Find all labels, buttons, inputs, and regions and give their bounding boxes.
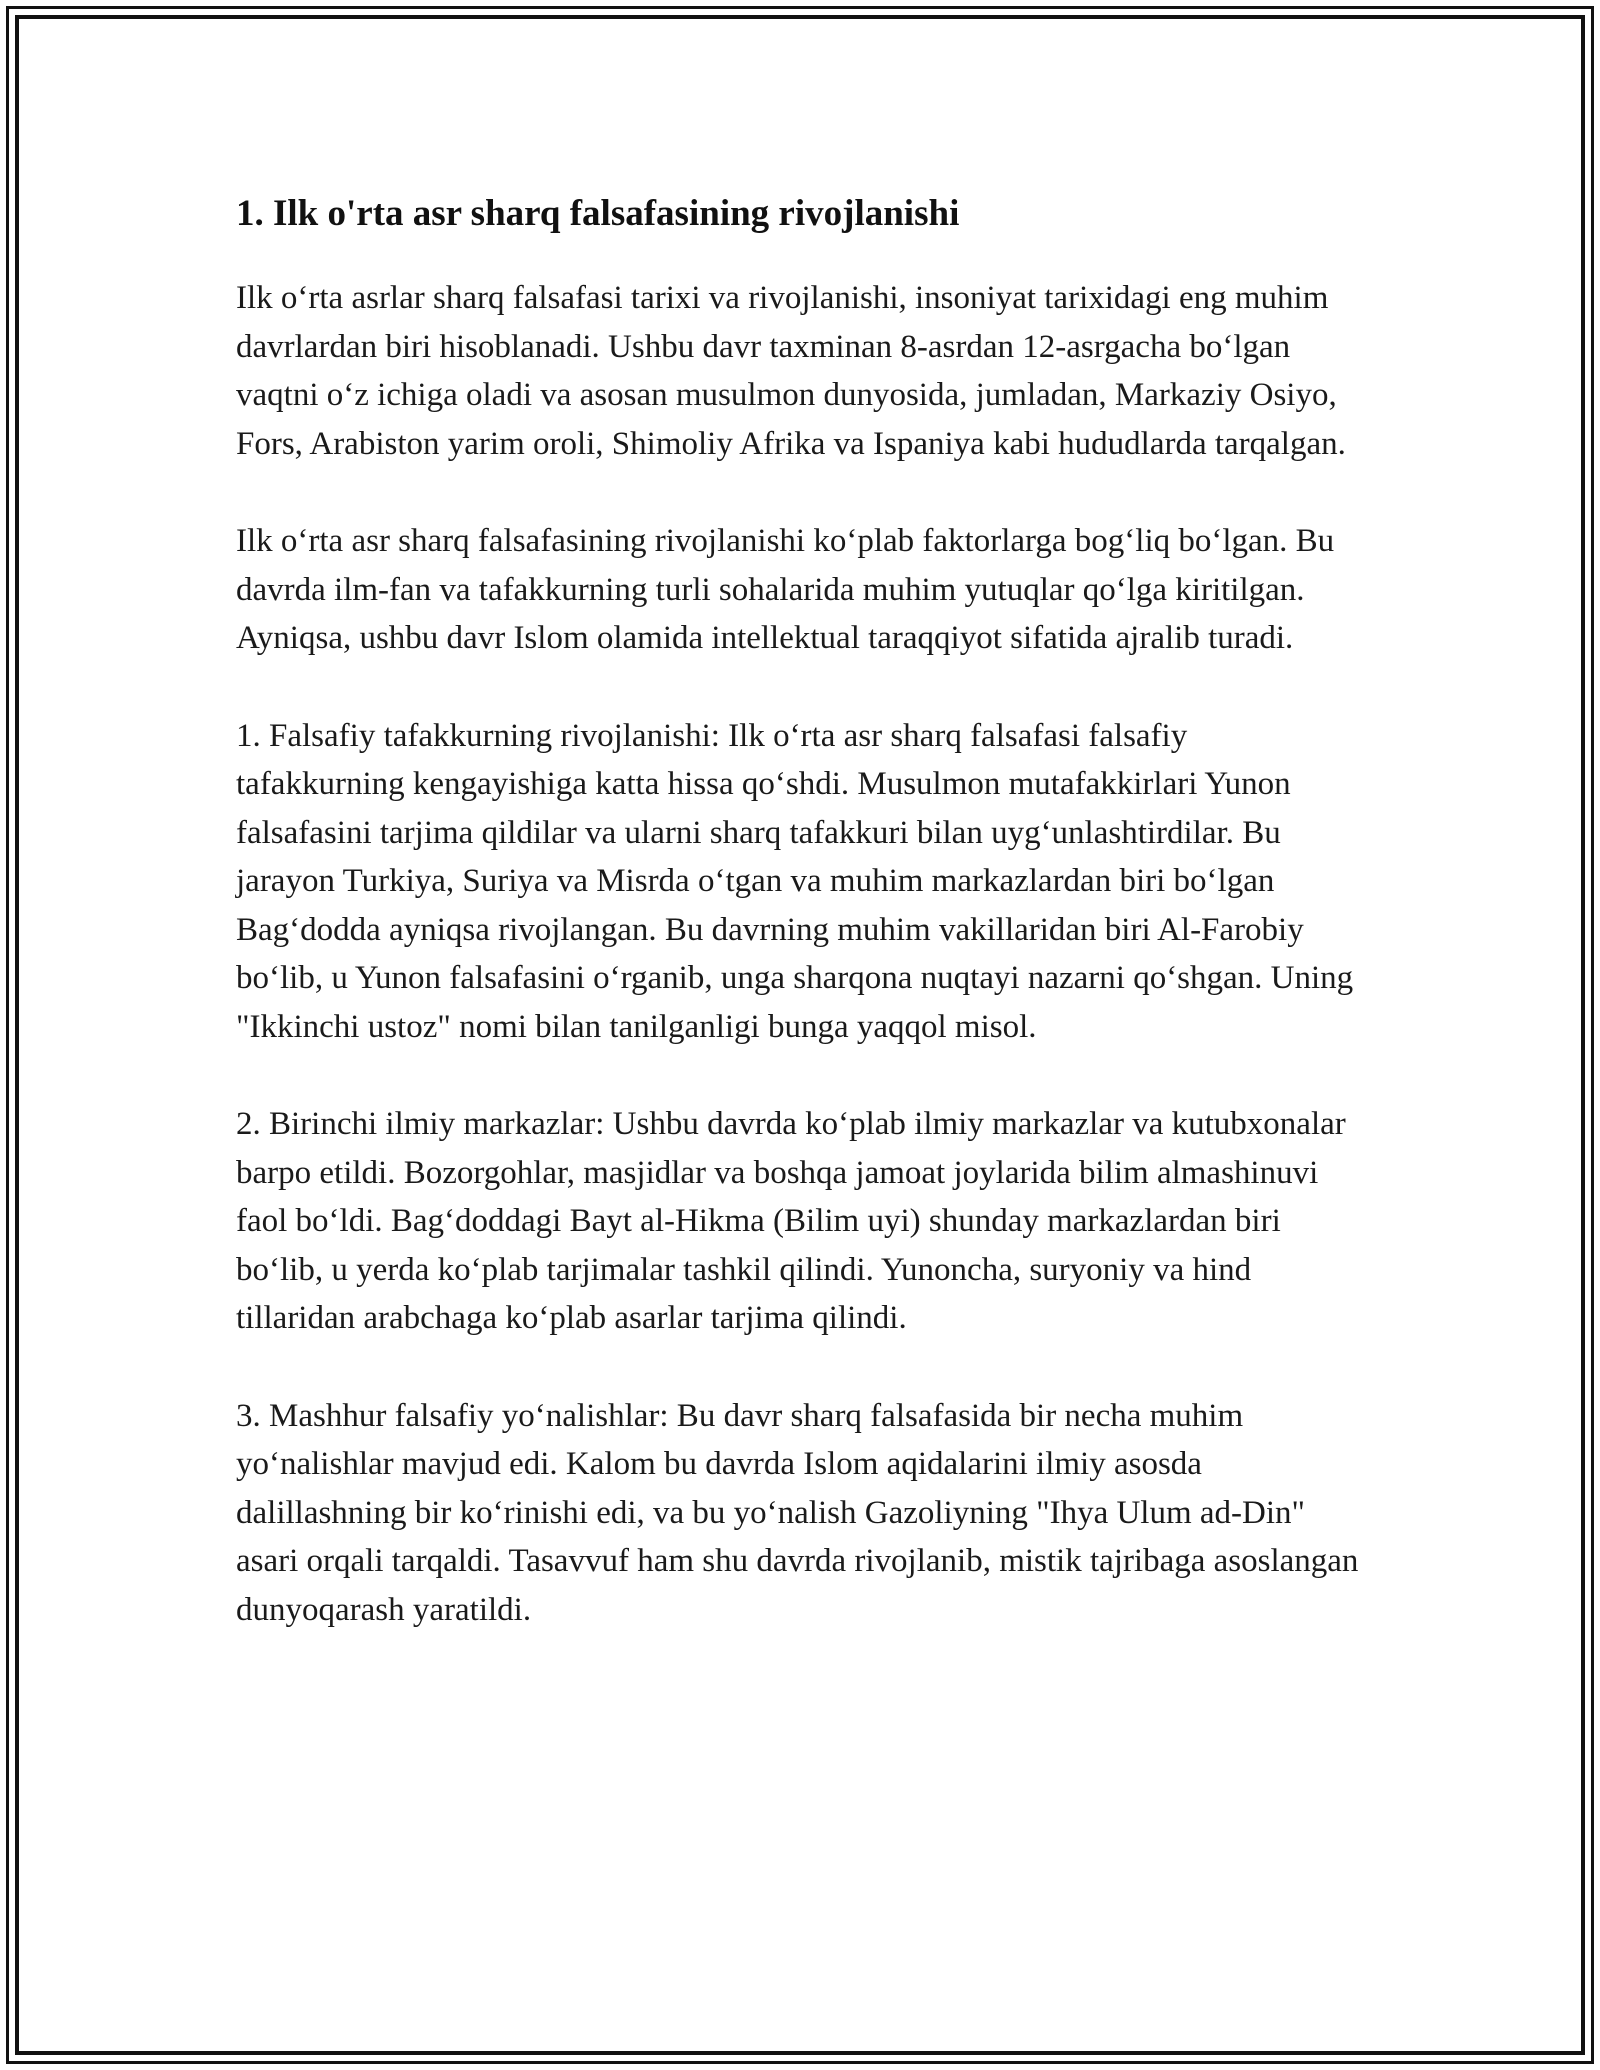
- paragraph-scientific-centers: 2. Birinchi ilmiy markazlar: Ushbu davrda ko‘plab ilmiy markazlar va kutubxonalar barpo etildi. Bozorgohlar, masjidlar va boshqa jamoat joylarida bilim almashinuvi faol bo‘ldi. Bag‘doddagi Bayt al-Hikma (Bilim uyi) shunday markazlardan biri bo‘lib, u yerda ko‘plab tarjimalar tashkil qilindi. Yunoncha, suryoniy va hind tillaridan arabchaga ko‘plab asarlar tarjima qilindi.: [236, 1106, 1346, 1336]
- paragraph-factors: Ilk o‘rta asr sharq falsafasining rivojlanishi ko‘plab faktorlarga bog‘liq bo‘lgan. Bu davrda ilm-fan va tafakkurning turli sohalarida muhim yutuqlar qo‘lga kiritilgan. Ayniqsa, ushbu davr Islom olamida intellektual taraqqiyot sifatida ajralib turadi.: [236, 523, 1335, 656]
- paragraph-philosophical-thought: 1. Falsafiy tafakkurning rivojlanishi: Ilk o‘rta asr sharq falsafasi falsafiy tafakkurning kengayishiga katta hissa qo‘shdi. Musulmon mutafakkirlari Yunon falsafasini tarjima qildilar va ularni sharq tafakkuri bilan uyg‘unlashtirdilar. Bu jarayon Turkiya, Suriya va Misrda o‘tgan va muhim markazlardan biri bo‘lgan Bag‘dodda ayniqsa rivojlangan. Bu davrning muhim vakillaridan biri Al-Farobiy bo‘lib, u Yunon falsafasini o‘rganib, unga sharqona nuqtayi nazarni qo‘shgan. Uning "Ikkinchi ustoz" nomi bilan tanilganligi bunga yaqqol misol.: [236, 717, 1354, 1045]
- paragraph-philosophical-directions: 3. Mashhur falsafiy yo‘nalishlar: Bu davr sharq falsafasida bir necha muhim yo‘nalishlar mavjud edi. Kalom bu davrda Islom aqidalarini ilmiy asosda dalillashning bir ko‘rinishi edi, va bu yo‘nalish Gazoliyning "Ihya Ulum ad-Din" asari orqali tarqaldi. Tasavvuf ham shu davrda rivojlanib, mistik tajribaga asoslangan dunyoqarash yaratildi.: [236, 1397, 1359, 1628]
- paragraph-intro: Ilk o‘rta asrlar sharq falsafasi tarixi va rivojlanishi, insoniyat tarixidagi eng muhim davrlardan biri hisoblanadi. Ushbu davr taxminan 8-asrdan 12-asrgacha bo‘lgan vaqtni o‘z ichiga oladi va asosan musulmon dunyosida, jumladan, Markaziy Osiyo, Fors, Arabiston yarim oroli, Shimoliy Afrika va Ispaniya kabi hududlarda tarqalgan.: [236, 280, 1346, 462]
- document-body: [236, 184, 1364, 1683]
- document-title: 1. Ilk o'rta asr sharq falsafasining rivojlanishi: [236, 193, 960, 234]
